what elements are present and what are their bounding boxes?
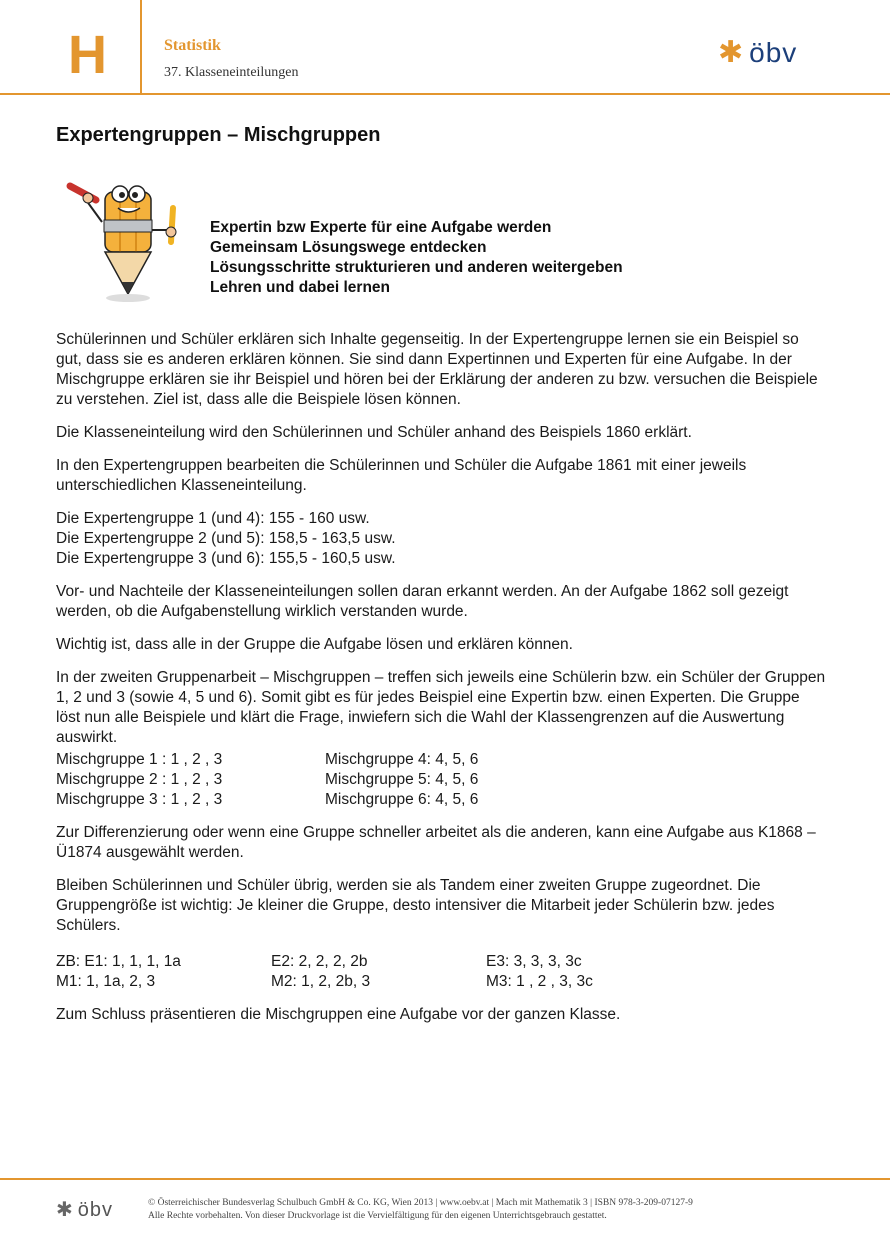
mixed-group-cell: Mischgruppe 1 : 1 , 2 , 3 bbox=[56, 751, 223, 768]
mixed-group-row bbox=[56, 770, 826, 790]
mixed-group-row bbox=[56, 750, 826, 770]
mixed-group-cell: Mischgruppe 5: 4, 5, 6 bbox=[325, 771, 479, 788]
example-table bbox=[56, 952, 826, 992]
paragraph: In der zweiten Gruppenarbeit – Mischgruppen – treffen sich jeweils eine Schülerin bzw. ein Schüler der Gruppen 1, 2 und 3 (sowie 4, 5 und 6). Somit gibt es für jedes Beispiel eine Expertin bzw. einen Experten. Die Gruppe löst nun alle Beispiele und klärt die Frage, inwiefern sich die Wahl der Klassengrenzen auf die Auswertung auswirkt. bbox=[56, 669, 826, 746]
expert-group-list bbox=[56, 509, 826, 569]
copyright-notice bbox=[148, 1197, 693, 1223]
header-divider bbox=[140, 0, 142, 94]
logo-text: öbv bbox=[77, 1199, 114, 1221]
paragraph: Wichtig ist, dass alle in der Gruppe die Aufgabe lösen und erklären können. bbox=[56, 636, 573, 653]
paragraph: Vor- und Nachteile der Klasseneinteilungen sollen daran erkannt werden. An der Aufgabe 1862 soll gezeigt werden, ob die Aufgabenstellung wirklich verstanden wurde. bbox=[56, 583, 789, 620]
star-icon: ✱ bbox=[56, 1199, 73, 1221]
goal-item: Lösungsschritte strukturieren und anderen weitergeben bbox=[210, 259, 623, 276]
mixed-group-cell: Mischgruppe 3 : 1 , 2 , 3 bbox=[56, 791, 223, 808]
goal-item: Gemeinsam Lösungswege entdecken bbox=[210, 239, 487, 256]
copyright-line: © Österreichischer Bundesverlag Schulbuch GmbH & Co. KG, Wien 2013 | www.oebv.at | Mach mit Mathematik 3 | ISBN 978-3-209-07127-9 bbox=[148, 1198, 693, 1208]
expert-group-item: Die Expertengruppe 1 (und 4): 155 - 160 usw. bbox=[56, 510, 370, 527]
mixed-group-cell: Mischgruppe 2 : 1 , 2 , 3 bbox=[56, 771, 223, 788]
mixed-group-table bbox=[56, 750, 826, 810]
goal-item: Expertin bzw Experte für eine Aufgabe werden bbox=[210, 219, 552, 236]
subject-title: Statistik bbox=[164, 37, 221, 54]
rights-line: Alle Rechte vorbehalten. Von dieser Druckvorlage ist die Vervielfältigung für den eigenen Unterrichtsgebrauch gestattet. bbox=[148, 1211, 607, 1221]
footer-rule bbox=[0, 1178, 890, 1180]
header-rule bbox=[0, 93, 890, 95]
page-title: Expertengruppen – Mischgruppen bbox=[56, 124, 381, 146]
example-cell: E3: 3, 3, 3, 3c bbox=[486, 953, 582, 970]
example-cell: ZB: E1: 1, 1, 1, 1a bbox=[56, 953, 181, 970]
paragraph: Zur Differenzierung oder wenn eine Gruppe schneller arbeitet als die anderen, kann eine Aufgabe aus K1868 – Ü1874 ausgewählt werden. bbox=[56, 824, 816, 861]
footer-logo bbox=[56, 1200, 113, 1220]
example-cell: E2: 2, 2, 2, 2b bbox=[271, 953, 368, 970]
goal-item: Lehren und dabei lernen bbox=[210, 279, 390, 296]
example-row bbox=[56, 972, 826, 992]
mixed-group-cell: Mischgruppe 6: 4, 5, 6 bbox=[325, 791, 479, 808]
example-cell: M1: 1, 1a, 2, 3 bbox=[56, 973, 156, 990]
expert-group-item: Die Expertengruppe 2 (und 5): 158,5 - 163,5 usw. bbox=[56, 530, 396, 547]
chapter-title: 37. Klasseneinteilungen bbox=[164, 65, 299, 80]
example-cell: M3: 1 , 2 , 3, 3c bbox=[486, 973, 593, 990]
expert-group-item: Die Expertengruppe 3 (und 6): 155,5 - 160,5 usw. bbox=[56, 550, 396, 567]
paragraph: Zum Schluss präsentieren die Mischgruppen eine Aufgabe vor der ganzen Klasse. bbox=[56, 1006, 621, 1023]
mixed-group-row bbox=[56, 790, 826, 810]
section-letter: H bbox=[68, 25, 107, 85]
paragraph: Bleiben Schülerinnen und Schüler übrig, werden sie als Tandem einer zweiten Gruppe zugeordnet. Die Gruppengröße ist wichtig: Je kleiner die Gruppe, desto intensiver die Mitarbeit jeder Schülerin bzw. jedes Schülers. bbox=[56, 877, 775, 934]
star-icon: ✱ bbox=[718, 36, 744, 69]
paragraph: Die Klasseneinteilung wird den Schülerinnen und Schüler anhand des Beispiels 1860 erklärt. bbox=[56, 424, 692, 441]
learning-goals bbox=[210, 218, 623, 298]
mixed-group-cell: Mischgruppe 4: 4, 5, 6 bbox=[325, 751, 479, 768]
paragraph: In den Expertengruppen bearbeiten die Schülerinnen und Schüler die Aufgabe 1861 mit einer jeweils unterschiedlichen Klasseneinteilung. bbox=[56, 457, 747, 494]
paragraph: Schülerinnen und Schüler erklären sich Inhalte gegenseitig. In der Expertengruppe lernen sie ein Beispiel so gut, dass sie es anderen erklären können. Sie sind dann Expertinnen und Experten für eine Aufgabe. In der Mischgruppe erklären sie ihr Beispiel und hören bei der Erklärung der anderen zu bzw. versuchen die Beispiele zu verstehen. Ziel ist, dass alle die Beispiele lösen können. bbox=[56, 331, 818, 408]
example-cell: M2: 1, 2, 2b, 3 bbox=[271, 973, 371, 990]
publisher-logo bbox=[718, 38, 797, 68]
pencil-mascot-icon bbox=[60, 172, 190, 307]
logo-text: öbv bbox=[749, 37, 798, 68]
body-text bbox=[56, 330, 826, 1038]
example-row bbox=[56, 952, 826, 972]
